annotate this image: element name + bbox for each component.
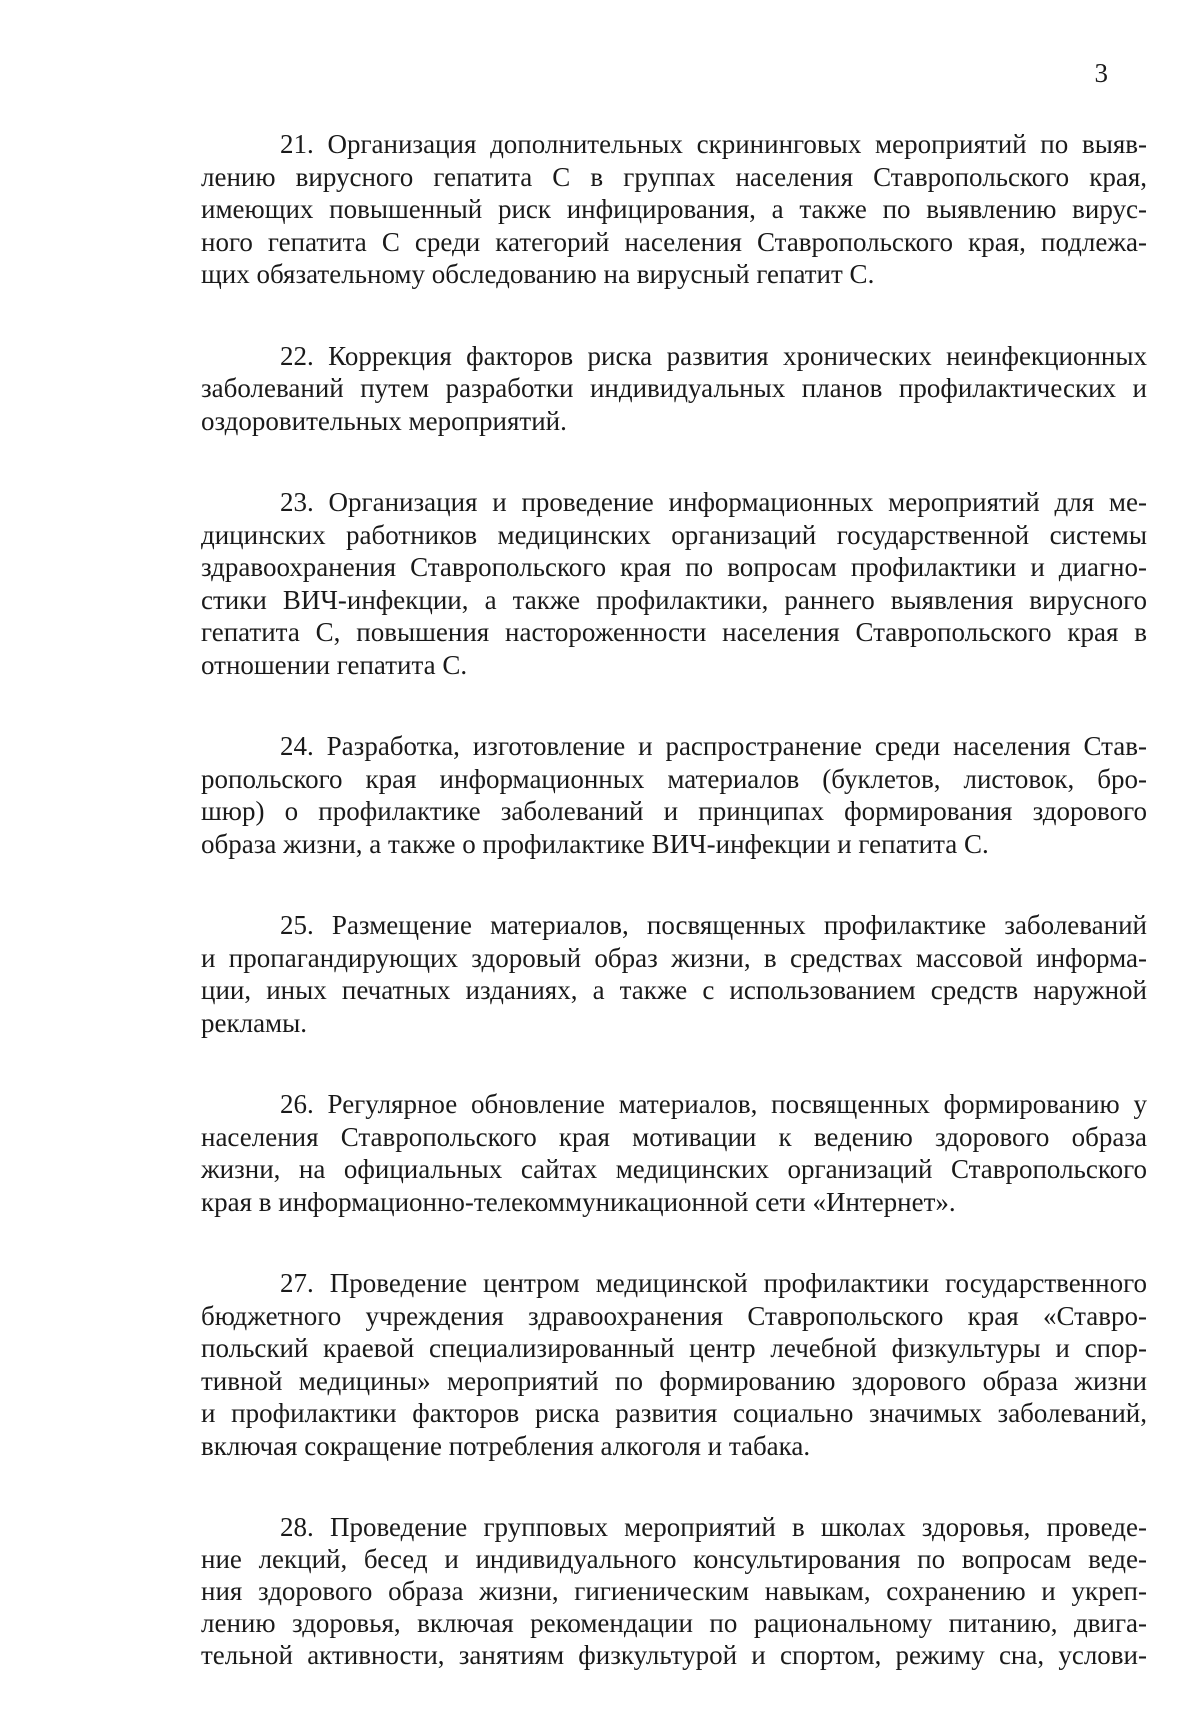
text-line: 23. Организация и проведение информационных мероприятий для ме- xyxy=(280,487,1147,517)
text-line: имеющих повышенный риск инфицирования, а также по выявлению вирус- xyxy=(201,194,1147,224)
text-line: 24. Разработка, изготовление и распространение среди населения Став- xyxy=(280,731,1147,761)
text-line: ного гепатита С среди категорий населения Ставропольского края, подлежа- xyxy=(201,226,1147,257)
text-line: и пропагандирующих здоровый образ жизни, в средствах массовой информа- xyxy=(201,942,1147,973)
text-line: ропольского края информационных материалов (буклетов, листовок, бро- xyxy=(201,763,1147,794)
text-line: 22. Коррекция факторов риска развития хронических неинфекционных xyxy=(280,340,1147,371)
text-line: 21. Организация дополнительных скрининговых мероприятий по выяв- xyxy=(280,129,1147,159)
text-line: включая сокращение потребления алкоголя и табака. xyxy=(201,1430,811,1461)
text-line: тельной активности, занятиям физкультурой и спортом, режиму сна, услови- xyxy=(201,1640,1147,1670)
text-line: тивной медицины» мероприятий по формированию здорового образа жизни xyxy=(201,1365,1147,1396)
text-line: 28. Проведение групповых мероприятий в школах здоровья, проведе- xyxy=(280,1512,1147,1542)
text-line: населения Ставропольского края мотивации к ведению здорового образа xyxy=(201,1121,1147,1152)
text-line: ния здорового образа жизни, гигиеническим навыкам, сохранению и укреп- xyxy=(201,1576,1147,1606)
paragraph-21 xyxy=(201,128,1147,291)
text-line: гепатита С, повышения настороженности населения Ставропольского края в xyxy=(201,617,1147,647)
text-line: оздоровительных мероприятий. xyxy=(201,405,567,436)
text-line: 27. Проведение центром медицинской профилактики государственного xyxy=(280,1268,1147,1298)
text-line: рекламы. xyxy=(201,1007,308,1038)
text-line: лению вирусного гепатита С в группах населения Ставропольского края, xyxy=(201,161,1147,192)
text-line: 25. Размещение материалов, посвященных профилактике заболеваний xyxy=(280,910,1147,940)
text-line: и профилактики факторов риска развития социально значимых заболеваний, xyxy=(201,1398,1147,1428)
text-line: щих обязательному обследованию на вирусный гепатит С. xyxy=(201,259,875,289)
text-line: края в информационно-телекоммуникационной сети «Интернет». xyxy=(201,1186,956,1217)
text-line: отношении гепатита С. xyxy=(201,649,468,680)
text-line: стики ВИЧ-инфекции, а также профилактики, раннего выявления вирусного xyxy=(201,584,1147,615)
text-line: лению здоровья, включая рекомендации по рациональному питанию, двига- xyxy=(201,1608,1147,1638)
text-line: шюр) о профилактике заболеваний и принципах формирования здорового xyxy=(201,796,1147,826)
paragraph-26 xyxy=(201,1088,1147,1218)
text-line: здравоохранения Ставропольского края по вопросам профилактики и диагно- xyxy=(201,552,1147,582)
page-number: 3 xyxy=(1094,58,1108,88)
paragraph-28 xyxy=(201,1511,1147,1671)
paragraph-24 xyxy=(201,730,1147,860)
text-line: ции, иных печатных изданиях, а также с использованием средств наружной xyxy=(201,975,1147,1005)
text-line: жизни, на официальных сайтах медицинских организаций Ставропольского xyxy=(201,1154,1147,1184)
text-line: польский краевой специализированный центр лечебной физкультуры и спор- xyxy=(201,1333,1147,1363)
text-line: образа жизни, а также о профилактике ВИЧ-инфекции и гепатита С. xyxy=(201,828,989,859)
paragraph-22 xyxy=(201,340,1147,438)
text-line: 26. Регулярное обновление материалов, посвященных формированию у xyxy=(280,1089,1147,1119)
text-line: ние лекций, бесед и индивидуального консультирования по вопросам веде- xyxy=(201,1544,1147,1574)
paragraph-23 xyxy=(201,486,1147,681)
paragraph-25 xyxy=(201,909,1147,1039)
paragraph-27 xyxy=(201,1267,1147,1462)
text-line: бюджетного учреждения здравоохранения Ставропольского края «Ставро- xyxy=(201,1300,1147,1331)
document-body xyxy=(201,128,1147,1720)
text-line: заболеваний путем разработки индивидуальных планов профилактических и xyxy=(201,373,1147,403)
text-line: дицинских работников медицинских организаций государственной системы xyxy=(201,519,1147,550)
